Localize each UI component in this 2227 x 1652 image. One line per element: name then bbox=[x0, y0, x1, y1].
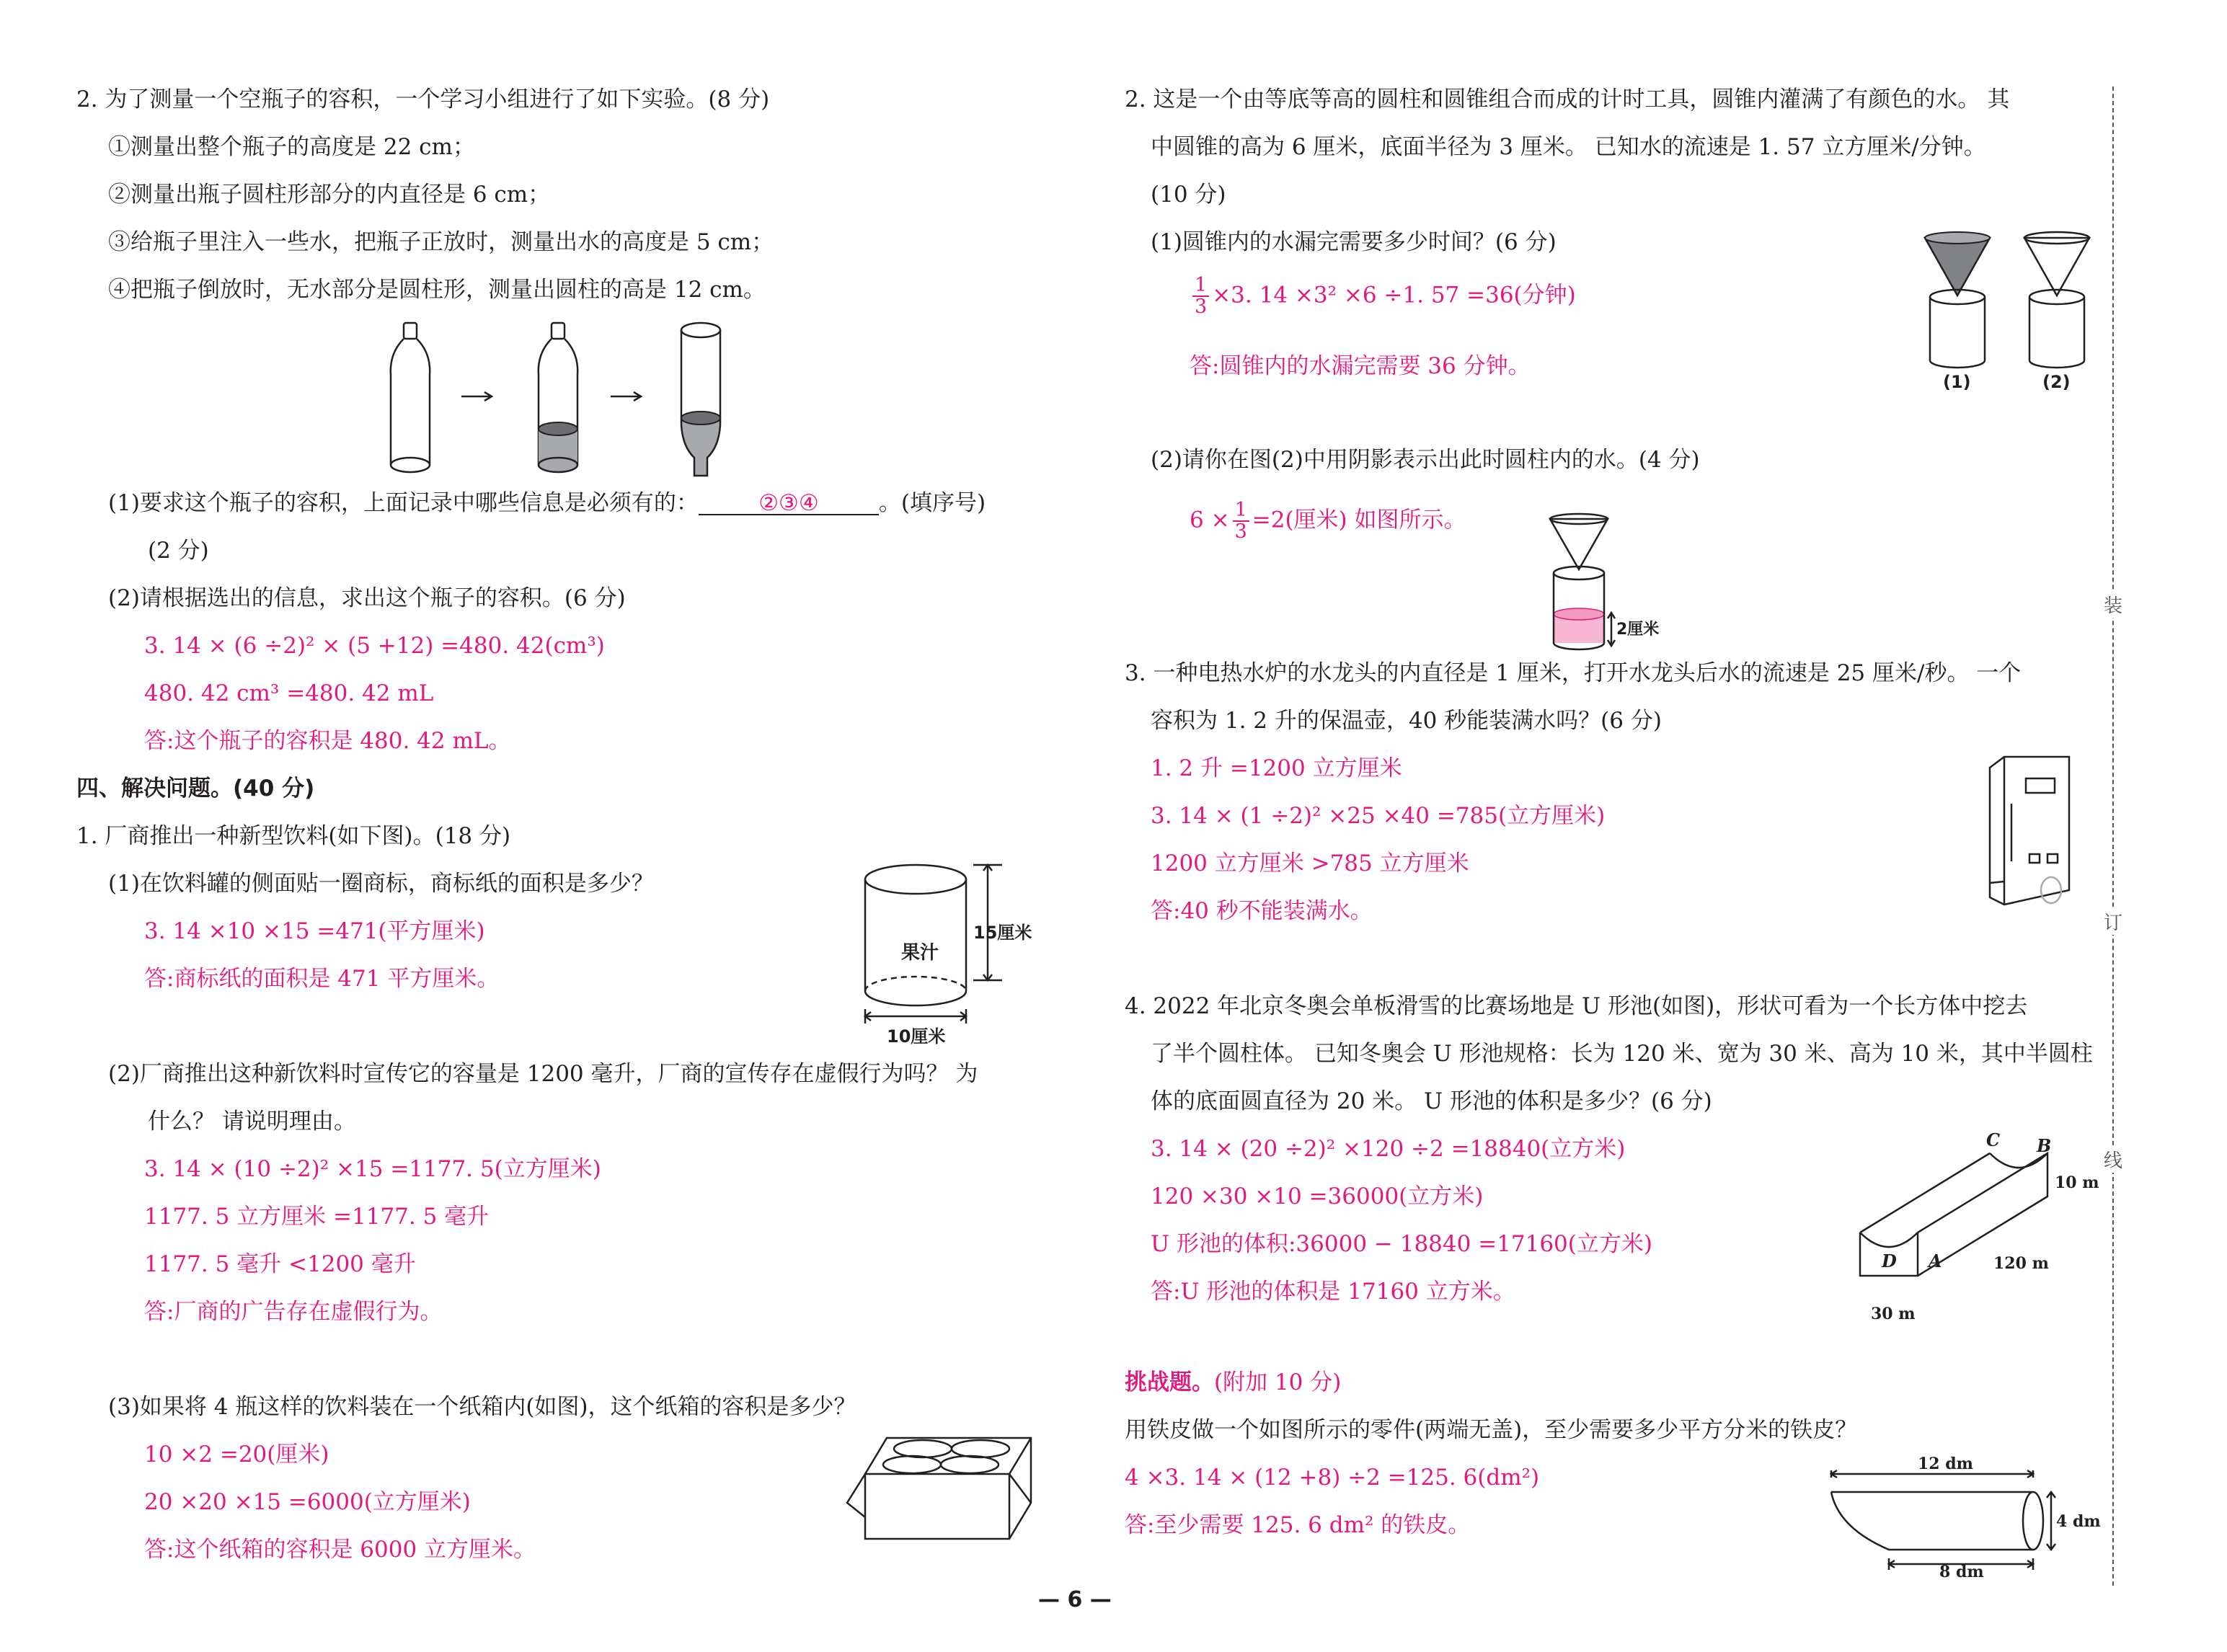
page-number: — 6 — bbox=[1038, 1587, 1112, 1612]
binding-line bbox=[2112, 86, 2114, 1586]
r-question-2-part-1: (1)圆锥内的水漏完需要多少时间？(6 分) bbox=[1151, 229, 1557, 255]
question-1-part-1: (1)在饮料罐的侧面贴一圈商标，商标纸的面积是多少？ bbox=[108, 871, 654, 897]
question-1-part-2-line-2: 什么？ 请说明理由。 bbox=[148, 1109, 356, 1134]
answer-line: 答:至少需要 125. 6 dm² 的铁皮。 bbox=[1125, 1512, 1471, 1538]
answer-blank: ②③④ bbox=[699, 489, 879, 515]
label-b: B bbox=[2037, 1135, 2052, 1156]
step-3: ③给瓶子里注入一些水，把瓶子正放时，测量出水的高度是 5 cm； bbox=[108, 229, 774, 255]
u-pool-figure bbox=[1846, 1124, 2099, 1333]
r-question-2-line-2: 中圆锥的高为 6 厘米，底面半径为 3 厘米。 已知水的流速是 1. 57 立方厘米/分钟。 bbox=[1151, 134, 1986, 160]
height-label: 10 m bbox=[2055, 1173, 2099, 1192]
answer-line: 答:厂商的广告存在虚假行为。 bbox=[144, 1299, 443, 1325]
can-height-label: 15厘米 bbox=[973, 923, 1032, 943]
fraction: $\frac{1}{3}$ bbox=[1233, 500, 1249, 542]
answer-line: 1200 立方厘米 >785 立方厘米 bbox=[1151, 851, 1469, 876]
label-a: A bbox=[1929, 1251, 1942, 1271]
answer-line: 答:商标纸的面积是 471 平方厘米。 bbox=[144, 966, 500, 992]
answer-line: 3. 14 × (20 ÷2)² ×120 ÷2 =18840(立方米) bbox=[1151, 1136, 1626, 1162]
bottles-figure bbox=[375, 317, 735, 490]
answer-line: 3. 14 × (1 ÷2)² ×25 ×40 =785(立方厘米) bbox=[1151, 803, 1606, 829]
bottom-length-label: 8 dm bbox=[1939, 1563, 1984, 1581]
question-1-part-2-line-1: (2)厂商推出这种新饮料时宣传它的容量是 1200 毫升，厂商的宣传存在虚假行为吗？ 为 bbox=[108, 1061, 978, 1087]
timer-figures bbox=[1911, 231, 2112, 396]
r-question-2-part-2: (2)请你在图(2)中用阴影表示出此时圆柱内的水。(4 分) bbox=[1151, 447, 1700, 473]
answer-line: 480. 42 cm³ =480. 42 mL bbox=[144, 680, 434, 706]
answer-line: 答:40 秒不能装满水。 bbox=[1151, 898, 1373, 924]
label-d: D bbox=[1882, 1251, 1897, 1271]
answer-line: $\frac{1}{3}$ ×3. 14 ×3² ×6 ÷1. 57 =36(分钟) bbox=[1190, 275, 1576, 317]
water-height-label: 2厘米 bbox=[1616, 621, 1660, 639]
figure-label-2: (2) bbox=[2042, 372, 2071, 392]
top-length-label: 12 dm bbox=[1918, 1455, 1973, 1473]
question-2-part-1-score: (2 分) bbox=[148, 538, 209, 564]
length-label: 120 m bbox=[1993, 1254, 2049, 1273]
r-question-3-line-2: 容积为 1. 2 升的保温壶，40 秒能装满水吗？(6 分) bbox=[1151, 708, 1662, 734]
question-1-part-3: (3)如果将 4 瓶这样的饮料装在一个纸箱内(如图)，这个纸箱的容积是多少？ bbox=[108, 1394, 856, 1420]
answer-line: 1. 2 升 =1200 立方厘米 bbox=[1151, 755, 1402, 781]
answer-line: 3. 14 × (10 ÷2)² ×15 =1177. 5(立方厘米) bbox=[144, 1156, 601, 1182]
width-label: 30 m bbox=[1871, 1305, 1916, 1323]
r-question-4-line-2: 了半个圆柱体。 已知冬奥会 U 形池规格：长为 120 米、宽为 30 米、高为 10 米，其中半圆柱 bbox=[1151, 1041, 2093, 1067]
r-question-4-line-3: 体的底面圆直径为 20 米。 U 形池的体积是多少？(6 分) bbox=[1151, 1088, 1712, 1114]
question-2-title: 2. 为了测量一个空瓶子的容积，一个学习小组进行了如下实验。(8 分) bbox=[76, 86, 770, 112]
binding-char: 订 bbox=[2104, 908, 2122, 935]
answer-line: 3. 14 × (6 ÷2)² × (5 +12) =480. 42(cm³) bbox=[144, 633, 605, 659]
label-c: C bbox=[1986, 1129, 2001, 1150]
step-2: ②测量出瓶子圆柱形部分的内直径是 6 cm； bbox=[108, 182, 551, 208]
question-2-part-2: (2)请根据选出的信息，求出这个瓶子的容积。(6 分) bbox=[108, 585, 626, 611]
answer-line: 10 ×2 =20(厘米) bbox=[144, 1442, 329, 1467]
answer-line: 4 ×3. 14 × (12 +8) ÷2 =125. 6(dm²) bbox=[1125, 1465, 1540, 1491]
part-figure bbox=[1824, 1455, 2101, 1581]
shaded-water-figure bbox=[1536, 512, 1723, 656]
question-1-title: 1. 厂商推出一种新型饮料(如下图)。(18 分) bbox=[76, 823, 511, 849]
answer-line: 答:这个纸箱的容积是 6000 立方厘米。 bbox=[144, 1537, 536, 1563]
step-4: ④把瓶子倒放时，无水部分是圆柱形，测量出圆柱的高是 12 cm。 bbox=[108, 277, 766, 303]
box-figure bbox=[844, 1424, 1045, 1553]
answer-line: 6 × $\frac{1}{3}$ =2(厘米) 如图所示。 bbox=[1190, 499, 1466, 543]
answer-line: 120 ×30 ×10 =36000(立方米) bbox=[1151, 1184, 1484, 1209]
answer-line: U 形池的体积:36000 − 18840 =17160(立方米) bbox=[1151, 1231, 1652, 1257]
answer-line: 答:这个瓶子的容积是 480. 42 mL。 bbox=[144, 728, 511, 754]
answer-line: 1177. 5 毫升 <1200 毫升 bbox=[144, 1251, 416, 1277]
r-question-2-line-1: 2. 这是一个由等底等高的圆柱和圆锥组合而成的计时工具，圆锥内灌满了有颜色的水。 其 bbox=[1125, 86, 2010, 112]
answer-line: 3. 14 ×10 ×15 =471(平方厘米) bbox=[144, 918, 485, 944]
r-question-3-line-1: 3. 一种电热水炉的水龙头的内直径是 1 厘米，打开水龙头后水的流速是 25 厘米/秒。 一个 bbox=[1125, 660, 2022, 686]
challenge-heading: 挑战题。(附加 10 分) bbox=[1125, 1369, 1342, 1395]
section-4-heading: 四、解决问题。(40 分) bbox=[76, 776, 315, 801]
binding-char: 线 bbox=[2104, 1146, 2122, 1173]
binding-char: 装 bbox=[2104, 591, 2122, 618]
answer-line: 1177. 5 立方厘米 =1177. 5 毫升 bbox=[144, 1204, 490, 1230]
side-length-label: 4 dm bbox=[2056, 1512, 2101, 1531]
can-figure bbox=[844, 858, 1060, 1045]
r-question-4-line-1: 4. 2022 年北京冬奥会单板滑雪的比赛场地是 U 形池(如图)，形状可看为一个长方体中挖去 bbox=[1125, 993, 2028, 1019]
step-1: ①测量出整个瓶子的高度是 22 cm； bbox=[108, 134, 475, 160]
can-label: 果汁 bbox=[901, 942, 939, 964]
challenge-question: 用铁皮做一个如图所示的零件(两端无盖)，至少需要多少平方分米的铁皮？ bbox=[1125, 1417, 1858, 1443]
answer-line: 答:圆锥内的水漏完需要 36 分钟。 bbox=[1190, 353, 1531, 379]
water-heater-figure bbox=[1983, 753, 2084, 912]
can-width-label: 10厘米 bbox=[887, 1026, 946, 1047]
answer-line: 答:U 形池的体积是 17160 立方米。 bbox=[1151, 1279, 1515, 1305]
figure-label-1: (1) bbox=[1943, 372, 1971, 392]
r-question-2-score: (10 分) bbox=[1151, 182, 1226, 208]
answer-line: 20 ×20 ×15 =6000(立方厘米) bbox=[144, 1489, 471, 1515]
fraction: $\frac{1}{3}$ bbox=[1192, 275, 1209, 317]
question-2-part-1: (1)要求这个瓶子的容积，上面记录中哪些信息是必须有的： ②③④ 。(填序号) bbox=[108, 490, 986, 516]
